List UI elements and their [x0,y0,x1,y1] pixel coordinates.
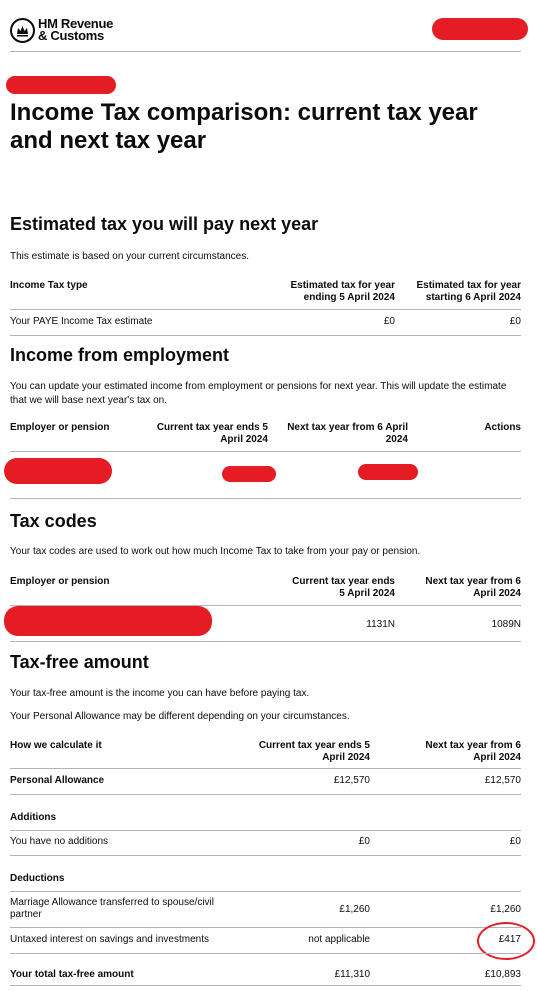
table-rule [10,855,521,856]
redaction-mark [6,76,116,94]
highlight-circle [477,922,535,960]
tax-free-intro-1: Your tax-free amount is the income you can have before paying tax. [10,688,310,699]
untaxed-interest-next: £417 [498,934,521,945]
crown-crest-icon [10,18,35,43]
col-actions: Actions [484,422,521,433]
no-additions-next: £0 [509,836,521,847]
col-current-year: Current tax year ends 5 April 2024 [156,422,268,445]
col-next-year: Next tax year from 6 April 2024 [425,740,521,763]
total-tax-free-label: Your total tax-free amount [10,969,134,980]
marriage-allowance-current: £1,260 [339,904,370,915]
table-rule [10,985,521,986]
col-how-we-calculate: How we calculate it [10,740,102,751]
personal-allowance-label: Personal Allowance [10,775,105,786]
redaction-mark [222,466,276,482]
redaction-mark [358,464,418,480]
page-title: Income Tax comparison: current tax year and next tax year [10,99,478,154]
table-rule [10,794,521,795]
total-tax-free-current: £11,310 [334,969,370,980]
paye-estimate-current: £0 [383,316,395,327]
table-rule [10,641,521,642]
col-next-year: Next tax year from 6 April 2024 [425,576,521,599]
personal-allowance-current: £12,570 [333,775,370,786]
total-tax-free-next: £10,893 [484,969,521,980]
col-employer: Employer or pension [10,576,110,587]
table-rule [10,768,521,769]
untaxed-interest-current: not applicable [308,934,370,945]
table-rule [10,953,521,954]
untaxed-interest-label: Untaxed interest on savings and investments [10,934,209,945]
tax-free-intro-2: Your Personal Allowance may be different depending on your circumstances. [10,711,350,722]
personal-allowance-next: £12,570 [484,775,521,786]
col-estimated-next: Estimated tax for year starting 6 April 2024 [416,280,521,303]
hmrc-logo[interactable] [10,16,130,46]
table-rule [10,309,521,310]
col-current-year: Current tax year ends 5 April 2024 [292,576,395,599]
logo-line-1: HM Revenue [38,16,114,31]
table-rule [10,830,521,831]
table-rule [10,891,521,892]
marriage-allowance-next: £1,260 [490,904,521,915]
col-income-tax-type: Income Tax type [10,280,88,291]
paye-estimate-next: £0 [509,316,521,327]
tax-codes-heading: Tax codes [10,511,97,531]
no-additions-label: You have no additions [10,836,109,847]
redaction-mark [432,18,528,40]
col-current-year: Current tax year ends 5 April 2024 [258,740,370,763]
redaction-mark [4,606,212,636]
table-rule [10,927,521,928]
employment-intro: You can update your estimated income from employment or pensions for next year. This will update the estimate that we will base next year's tax on. [10,381,507,406]
table-rule [10,498,521,499]
tax-codes-intro: Your tax codes are used to work out how much Income Tax to take from your pay or pension. [10,546,421,557]
estimated-intro: This estimate is based on your current circumstances. [10,251,249,262]
tax-code-next: 1089N [491,619,521,630]
estimated-heading: Estimated tax you will pay next year [10,214,319,234]
header-divider [10,51,521,52]
logo-line-2: & Customs [38,28,104,43]
employment-heading: Income from employment [10,345,230,365]
tax-free-heading: Tax-free amount [10,652,149,672]
deductions-heading: Deductions [10,873,65,884]
tax-code-current: 1131N [366,619,395,630]
table-rule [10,451,521,452]
col-next-year: Next tax year from 6 April 2024 [287,422,408,445]
col-estimated-current: Estimated tax for year ending 5 April 2024 [290,280,395,303]
additions-heading: Additions [10,812,57,823]
no-additions-current: £0 [358,836,370,847]
redaction-mark [4,458,112,484]
paye-estimate-label: Your PAYE Income Tax estimate [10,316,153,327]
logo-text [38,18,113,42]
col-employer: Employer or pension [10,422,110,433]
marriage-allowance-label: Marriage Allowance transferred to spouse/civil partner [10,897,214,920]
table-rule [10,335,521,336]
